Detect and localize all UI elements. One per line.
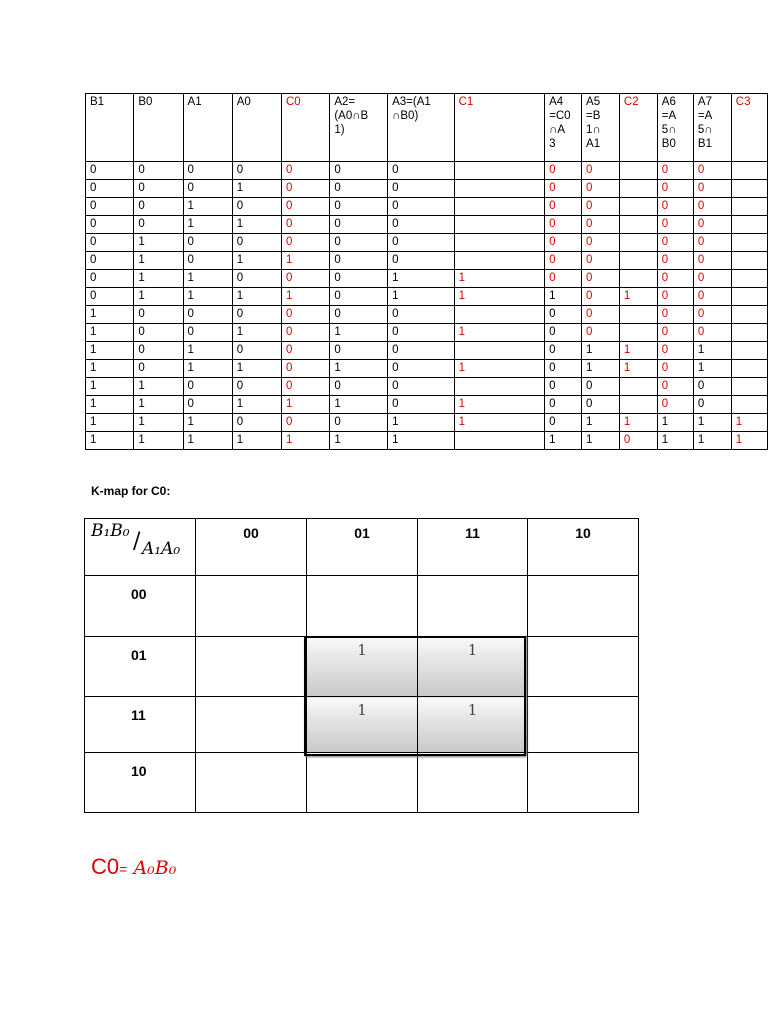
kmap-cell-shaded: 1 — [307, 697, 418, 753]
truth-table-cell: 0 — [619, 432, 657, 450]
truth-table-header-cell: B1 — [86, 94, 134, 162]
truth-table-cell: 1 — [388, 270, 454, 288]
truth-table-cell: 1 — [454, 324, 545, 342]
truth-table-cell: 0 — [582, 180, 620, 198]
truth-table-header-cell: A6 =A 5∩ B0 — [657, 94, 693, 162]
truth-table-row — [86, 324, 768, 342]
truth-table-cell: 0 — [545, 342, 582, 360]
truth-table-cell: 0 — [657, 216, 693, 234]
truth-table-cell — [731, 360, 767, 378]
truth-table-cell: 0 — [281, 198, 329, 216]
truth-table-cell — [731, 216, 767, 234]
kmap-cell — [418, 576, 528, 637]
truth-table-cell — [731, 288, 767, 306]
truth-table-cell: 0 — [545, 216, 582, 234]
truth-table-cell: 0 — [693, 234, 731, 252]
truth-table-cell: 1 — [134, 270, 183, 288]
kmap-cell — [528, 576, 639, 637]
truth-table-cell: 0 — [183, 306, 232, 324]
truth-table-cell: 0 — [232, 198, 281, 216]
truth-table-cell: 1 — [693, 432, 731, 450]
truth-table-cell — [731, 252, 767, 270]
kmap-corner-b-vars: B₁B₀ — [91, 521, 130, 541]
truth-table-cell: 0 — [388, 162, 454, 180]
truth-table-cell: 1 — [183, 216, 232, 234]
truth-table-cell: 0 — [281, 180, 329, 198]
truth-table-cell: 1 — [134, 378, 183, 396]
truth-table-cell: 0 — [693, 252, 731, 270]
truth-table-row — [86, 342, 768, 360]
truth-table-cell: 0 — [330, 378, 388, 396]
truth-table-header-cell: A5 =B 1∩ A1 — [582, 94, 620, 162]
kmap-caption: K-map for C0: — [91, 484, 171, 498]
truth-table-cell: 1 — [232, 396, 281, 414]
truth-table-cell: 0 — [545, 360, 582, 378]
truth-table-header-cell: A2= (A0∩B 1) — [330, 94, 388, 162]
truth-table-row — [86, 288, 768, 306]
truth-table-cell: 0 — [657, 378, 693, 396]
truth-table-header-cell: C1 — [454, 94, 545, 162]
truth-table-cell: 0 — [183, 378, 232, 396]
truth-table-cell: 1 — [582, 414, 620, 432]
truth-table-cell: 0 — [657, 252, 693, 270]
truth-table-cell: 0 — [693, 180, 731, 198]
truth-table-cell: 0 — [657, 324, 693, 342]
equation-rhs: A₀B₀ — [133, 857, 177, 879]
truth-table-cell: 1 — [693, 360, 731, 378]
truth-table-cell: 1 — [619, 288, 657, 306]
truth-table-cell: 0 — [582, 234, 620, 252]
truth-table-cell: 1 — [330, 432, 388, 450]
truth-table-cell: 0 — [86, 234, 134, 252]
truth-table-cell — [454, 306, 545, 324]
truth-table-cell — [731, 396, 767, 414]
truth-table-cell: 0 — [330, 180, 388, 198]
equation-equals: = — [119, 861, 128, 877]
truth-table-cell: 0 — [657, 360, 693, 378]
truth-table-header-cell: C0 — [281, 94, 329, 162]
kmap-corner-slash: / — [133, 529, 141, 554]
truth-table-cell — [619, 270, 657, 288]
truth-table-cell: 0 — [330, 216, 388, 234]
kmap-cell — [196, 637, 307, 697]
truth-table-cell: 1 — [454, 360, 545, 378]
kmap-row — [85, 576, 639, 637]
truth-table-cell: 1 — [183, 360, 232, 378]
truth-table-cell: 0 — [388, 378, 454, 396]
truth-table-cell: 1 — [693, 342, 731, 360]
truth-table-row — [86, 396, 768, 414]
truth-table-cell — [619, 252, 657, 270]
truth-table-cell — [731, 378, 767, 396]
truth-table-cell: 0 — [388, 180, 454, 198]
kmap-row-header: 00 — [85, 576, 196, 637]
truth-table-cell — [731, 162, 767, 180]
truth-table-row — [86, 360, 768, 378]
truth-table-cell: 0 — [232, 378, 281, 396]
kmap-row — [85, 637, 639, 697]
truth-table-cell — [731, 342, 767, 360]
truth-table-cell: 1 — [232, 432, 281, 450]
truth-table-header-cell: C2 — [619, 94, 657, 162]
truth-table-cell — [731, 180, 767, 198]
truth-table-cell: 1 — [281, 252, 329, 270]
truth-table-cell: 0 — [183, 396, 232, 414]
truth-table-cell: 1 — [693, 414, 731, 432]
truth-table-cell — [619, 234, 657, 252]
truth-table-cell: 0 — [657, 180, 693, 198]
truth-table-cell: 1 — [134, 234, 183, 252]
truth-table-cell: 0 — [657, 396, 693, 414]
truth-table-cell: 0 — [582, 252, 620, 270]
truth-table-cell: 1 — [330, 324, 388, 342]
truth-table-cell: 1 — [86, 360, 134, 378]
truth-table-cell: 1 — [454, 414, 545, 432]
truth-table-cell: 0 — [657, 198, 693, 216]
truth-table-cell: 0 — [134, 198, 183, 216]
truth-table-cell: 1 — [86, 432, 134, 450]
truth-table-cell — [454, 342, 545, 360]
truth-table-cell: 1 — [86, 414, 134, 432]
truth-table-cell: 0 — [388, 324, 454, 342]
truth-table-cell: 1 — [86, 324, 134, 342]
truth-table-cell — [454, 378, 545, 396]
truth-table-cell: 1 — [232, 180, 281, 198]
truth-table-row — [86, 306, 768, 324]
kmap-cell — [307, 576, 418, 637]
truth-table-cell — [454, 216, 545, 234]
truth-table-cell: 0 — [232, 342, 281, 360]
truth-table-row — [86, 378, 768, 396]
truth-table-cell: 0 — [657, 234, 693, 252]
kmap-cell-shaded: 1 — [418, 697, 528, 753]
truth-table-cell: 0 — [232, 234, 281, 252]
truth-table-cell: 0 — [330, 414, 388, 432]
truth-table-cell: 0 — [693, 216, 731, 234]
truth-table-cell: 1 — [232, 324, 281, 342]
kmap-corner-a-vars: A₁A₀ — [142, 539, 181, 559]
truth-table-cell: 0 — [134, 180, 183, 198]
truth-table-header-cell: A1 — [183, 94, 232, 162]
truth-table-cell: 0 — [693, 324, 731, 342]
truth-table-cell: 0 — [693, 270, 731, 288]
truth-table-cell: 0 — [281, 342, 329, 360]
truth-table-cell: 1 — [183, 432, 232, 450]
truth-table-cell: 0 — [582, 324, 620, 342]
truth-table-cell: 1 — [232, 360, 281, 378]
truth-table-cell — [731, 198, 767, 216]
truth-table-cell: 0 — [134, 306, 183, 324]
truth-table-cell: 0 — [582, 378, 620, 396]
truth-table-cell — [454, 432, 545, 450]
truth-table-cell: 1 — [731, 414, 767, 432]
truth-table-cell: 1 — [582, 432, 620, 450]
truth-table-cell: 1 — [183, 198, 232, 216]
truth-table-cell: 0 — [657, 162, 693, 180]
kmap-cell-shaded: 1 — [418, 637, 528, 697]
truth-table-cell: 0 — [657, 288, 693, 306]
truth-table-cell: 0 — [693, 288, 731, 306]
truth-table-cell — [731, 234, 767, 252]
truth-table-cell: 0 — [330, 270, 388, 288]
truth-table-cell: 0 — [582, 306, 620, 324]
kmap-cell-shaded: 1 — [307, 637, 418, 697]
truth-table-cell: 1 — [183, 342, 232, 360]
truth-table-cell: 0 — [86, 198, 134, 216]
truth-table-cell — [619, 162, 657, 180]
kmap-cell — [196, 697, 307, 753]
kmap-col-header: 00 — [196, 519, 307, 576]
truth-table-cell: 0 — [545, 378, 582, 396]
truth-table-cell: 0 — [134, 162, 183, 180]
truth-table-row — [86, 432, 768, 450]
truth-table-cell: 1 — [134, 432, 183, 450]
truth-table-cell: 1 — [388, 288, 454, 306]
truth-table-cell: 1 — [388, 414, 454, 432]
truth-table-cell: 1 — [281, 396, 329, 414]
truth-table-cell: 0 — [134, 360, 183, 378]
truth-table-cell: 0 — [183, 162, 232, 180]
truth-table-cell: 0 — [545, 234, 582, 252]
truth-table-cell: 0 — [86, 270, 134, 288]
truth-table-body — [86, 162, 768, 450]
truth-table-cell: 0 — [582, 396, 620, 414]
truth-table-cell: 0 — [281, 414, 329, 432]
truth-table-cell: 1 — [657, 414, 693, 432]
truth-table-header-cell: A4 =C0 ∩A 3 — [545, 94, 582, 162]
truth-table-cell: 0 — [388, 216, 454, 234]
truth-table-row — [86, 162, 768, 180]
truth-table-row — [86, 270, 768, 288]
truth-table-cell: 1 — [330, 396, 388, 414]
truth-table-cell: 0 — [281, 216, 329, 234]
truth-table-cell: 1 — [330, 360, 388, 378]
truth-table-cell: 0 — [330, 252, 388, 270]
truth-table-header-cell: A3=(A1 ∩B0) — [388, 94, 454, 162]
truth-table-cell: 1 — [134, 396, 183, 414]
truth-table-cell: 1 — [454, 270, 545, 288]
truth-table-cell: 1 — [582, 342, 620, 360]
kmap-cell — [307, 753, 418, 813]
truth-table-cell: 0 — [545, 252, 582, 270]
truth-table-cell: 1 — [582, 360, 620, 378]
truth-table-cell: 0 — [545, 306, 582, 324]
truth-table-cell: 1 — [183, 270, 232, 288]
truth-table-cell: 0 — [330, 234, 388, 252]
truth-table-cell: 0 — [232, 270, 281, 288]
truth-table-cell: 0 — [281, 234, 329, 252]
truth-table-row — [86, 414, 768, 432]
truth-table-row — [86, 252, 768, 270]
truth-table-cell: 0 — [582, 162, 620, 180]
truth-table-cell: 0 — [582, 270, 620, 288]
truth-table-cell: 0 — [545, 198, 582, 216]
truth-table-cell: 0 — [281, 306, 329, 324]
truth-table-cell — [619, 198, 657, 216]
truth-table-cell: 0 — [693, 378, 731, 396]
truth-table-cell — [454, 198, 545, 216]
truth-table-cell — [731, 270, 767, 288]
truth-table-cell: 0 — [388, 306, 454, 324]
truth-table-header-cell: C3 — [731, 94, 767, 162]
truth-table-cell — [731, 306, 767, 324]
truth-table-cell: 0 — [657, 270, 693, 288]
truth-table-cell: 0 — [281, 270, 329, 288]
truth-table-cell: 0 — [388, 360, 454, 378]
truth-table-cell: 1 — [454, 396, 545, 414]
truth-table-cell: 0 — [330, 342, 388, 360]
kmap-cell — [196, 576, 307, 637]
truth-table-cell: 0 — [545, 414, 582, 432]
truth-table — [85, 93, 768, 450]
truth-table-cell: 1 — [134, 252, 183, 270]
truth-table-cell: 0 — [232, 162, 281, 180]
truth-table-cell — [454, 252, 545, 270]
truth-table-cell: 0 — [86, 288, 134, 306]
kmap-cell — [528, 753, 639, 813]
truth-table-cell: 0 — [693, 396, 731, 414]
truth-table-cell — [619, 396, 657, 414]
truth-table-row — [86, 234, 768, 252]
truth-table-cell: 0 — [657, 306, 693, 324]
truth-table-header-cell: A0 — [232, 94, 281, 162]
kmap-col-header: 01 — [307, 519, 418, 576]
kmap-row — [85, 753, 639, 813]
truth-table-cell — [454, 162, 545, 180]
truth-table-row — [86, 198, 768, 216]
kmap-table — [84, 518, 639, 813]
truth-table-cell: 1 — [183, 288, 232, 306]
truth-table-cell — [619, 216, 657, 234]
truth-table-cell: 1 — [232, 288, 281, 306]
truth-table-cell: 0 — [330, 288, 388, 306]
truth-table-cell — [454, 180, 545, 198]
truth-table-cell: 1 — [454, 288, 545, 306]
truth-table-cell — [619, 378, 657, 396]
truth-table-cell: 0 — [545, 270, 582, 288]
kmap-cell — [418, 753, 528, 813]
kmap-row-header: 01 — [85, 637, 196, 697]
kmap-cell — [528, 637, 639, 697]
kmap-cell — [528, 697, 639, 753]
truth-table-cell: 1 — [232, 252, 281, 270]
truth-table-cell: 0 — [183, 252, 232, 270]
truth-table-cell: 1 — [183, 414, 232, 432]
truth-table-cell: 1 — [134, 288, 183, 306]
kmap-corner-label — [85, 519, 196, 576]
truth-table-cell: 0 — [582, 198, 620, 216]
truth-table-cell: 0 — [582, 216, 620, 234]
truth-table-row — [86, 180, 768, 198]
truth-table-cell — [619, 324, 657, 342]
kmap-row-header: 11 — [85, 697, 196, 753]
truth-table-cell: 0 — [545, 180, 582, 198]
truth-table-cell: 0 — [281, 324, 329, 342]
truth-table-cell — [619, 180, 657, 198]
truth-table-cell: 0 — [86, 162, 134, 180]
truth-table-cell: 1 — [134, 414, 183, 432]
truth-table-cell: 0 — [232, 414, 281, 432]
truth-table-cell: 0 — [657, 342, 693, 360]
truth-table-cell: 0 — [545, 324, 582, 342]
truth-table-cell: 1 — [86, 378, 134, 396]
truth-table-cell: 1 — [545, 288, 582, 306]
kmap-cell — [196, 753, 307, 813]
truth-table-cell: 0 — [281, 378, 329, 396]
truth-table-cell: 1 — [657, 432, 693, 450]
truth-table-cell: 0 — [693, 162, 731, 180]
truth-table-header-row — [86, 94, 768, 162]
truth-table-cell: 0 — [183, 324, 232, 342]
truth-table-cell: 0 — [330, 198, 388, 216]
truth-table-cell: 0 — [86, 216, 134, 234]
truth-table-cell: 0 — [388, 342, 454, 360]
truth-table-cell: 1 — [281, 288, 329, 306]
truth-table-cell — [454, 234, 545, 252]
c0-equation — [91, 854, 176, 880]
truth-table-cell: 1 — [281, 432, 329, 450]
truth-table-cell: 0 — [232, 306, 281, 324]
truth-table-cell: 1 — [619, 414, 657, 432]
truth-table-cell: 0 — [134, 324, 183, 342]
truth-table-cell: 1 — [232, 216, 281, 234]
truth-table-cell: 0 — [134, 342, 183, 360]
truth-table-cell: 1 — [619, 342, 657, 360]
truth-table-cell: 0 — [86, 252, 134, 270]
truth-table-cell: 0 — [388, 198, 454, 216]
truth-table-cell: 1 — [545, 432, 582, 450]
truth-table-cell: 0 — [388, 396, 454, 414]
kmap-col-header: 11 — [418, 519, 528, 576]
truth-table-cell: 0 — [545, 162, 582, 180]
truth-table-cell: 1 — [86, 342, 134, 360]
kmap-col-header: 10 — [528, 519, 639, 576]
truth-table-cell — [731, 324, 767, 342]
truth-table-cell: 1 — [86, 396, 134, 414]
kmap-header-row — [85, 519, 639, 576]
truth-table-cell: 1 — [388, 432, 454, 450]
truth-table-cell: 0 — [281, 360, 329, 378]
truth-table-cell: 0 — [183, 234, 232, 252]
truth-table-cell: 0 — [545, 396, 582, 414]
truth-table-cell: 1 — [86, 306, 134, 324]
truth-table-cell: 0 — [693, 306, 731, 324]
kmap-row-header: 10 — [85, 753, 196, 813]
truth-table-header-cell: A7 =A 5∩ B1 — [693, 94, 731, 162]
truth-table-cell: 0 — [330, 162, 388, 180]
truth-table-row — [86, 216, 768, 234]
kmap-row — [85, 697, 639, 753]
equation-lhs: C0 — [91, 854, 120, 879]
truth-table-cell: 0 — [183, 180, 232, 198]
truth-table-cell: 0 — [388, 234, 454, 252]
truth-table-cell: 1 — [619, 360, 657, 378]
truth-table-cell: 0 — [330, 306, 388, 324]
truth-table-cell: 0 — [281, 162, 329, 180]
truth-table-cell: 0 — [388, 252, 454, 270]
truth-table-cell: 0 — [582, 288, 620, 306]
truth-table-cell: 0 — [86, 180, 134, 198]
truth-table-cell — [619, 306, 657, 324]
truth-table-cell: 0 — [693, 198, 731, 216]
truth-table-header-cell: B0 — [134, 94, 183, 162]
truth-table-cell: 0 — [134, 216, 183, 234]
truth-table-cell: 1 — [731, 432, 767, 450]
